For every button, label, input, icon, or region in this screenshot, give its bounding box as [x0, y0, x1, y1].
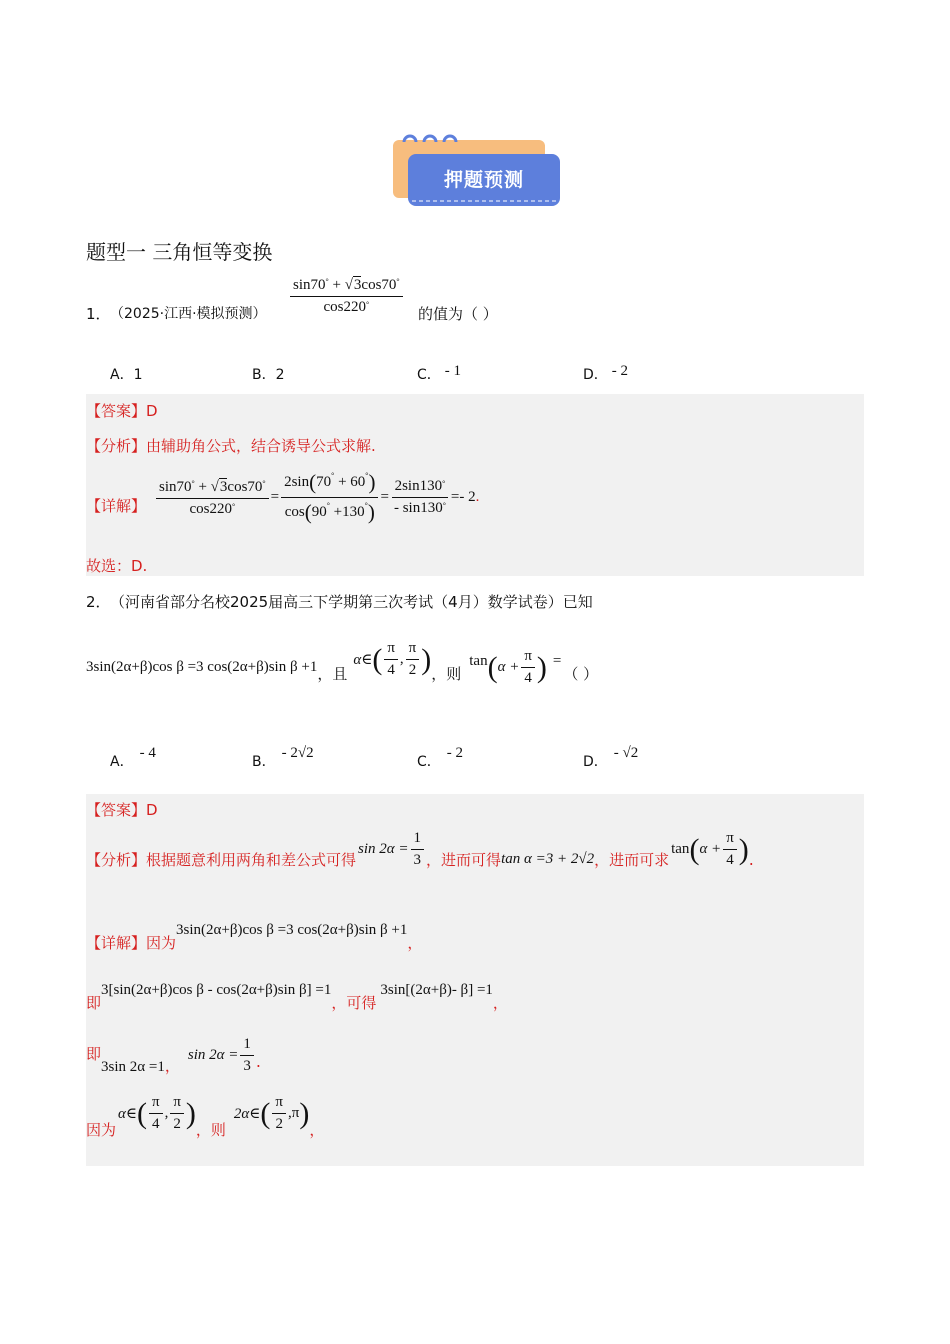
banner [390, 128, 562, 212]
q2-option-d[interactable]: D．- √2 [583, 745, 639, 770]
q2-option-a[interactable]: A．- 4 [110, 745, 156, 770]
section-title: 题型一 三角恒等变换 [86, 240, 273, 264]
q1-expression: $\frac{\sin 70^\circ + √3\cos 70^\circ}{\cos 220^\circ}$ [288, 276, 405, 316]
q1-number: 1． [86, 305, 111, 323]
q1-option-b[interactable]: B．2 [252, 367, 285, 383]
q2-option-c[interactable]: C．- 2 [417, 745, 464, 770]
q1-analysis: 【分析】由辅助角公式，结合诱导公式求解. [86, 437, 376, 455]
q2-number: 2． [86, 593, 111, 611]
q2-analysis: 【分析】 根据题意利用两角和差公式可得 sin 2α = $\frac{1}{3}$ ，进而可得 tan α =3 + 2√2 ，进而可求 tan ( α + $\frac{\pi}{4}$ ) . [86, 830, 754, 869]
banner-title: 押题预测 [443, 169, 524, 191]
q2-source: （河南省部分名校2025届高三下学期第三次考试（4月）数学试卷）已知 [110, 593, 593, 611]
q2-answer: 【答案】D [86, 801, 158, 819]
q1-option-d[interactable]: D． - 2 [583, 363, 629, 383]
q1-suffix: 的值为（ ） [418, 305, 498, 323]
q1-choice: 故选：D. [86, 557, 148, 575]
q1-option-c[interactable]: C． - 1 [417, 363, 462, 383]
q1-detail-derivation: $\frac{\sin 70^\circ + √3\cos 70^\circ}{\cos 220^\circ}$ = $\frac{2\sin(70^\circ + 60^\circ)}{\cos(90^\circ +130^\circ)}$ = $\frac{2\sin 130^\circ}{- \sin 130^\circ}$ =- 2 . [154, 470, 479, 525]
q2-detail-line2: 即3[sin(2α+β)cos β - cos(2α+β)sin β] =1，可得3sin[(2α+β)- β] =1， [86, 982, 508, 1012]
q1-detail-label: 【详解】 [86, 497, 147, 515]
q1-answer: 【答案】D [86, 402, 158, 420]
q2-option-b[interactable]: B．- 2√2 [252, 745, 314, 770]
q1-option-a[interactable]: A．1 [110, 367, 143, 383]
q1-source: （2025·江西·模拟预测） [110, 306, 267, 322]
q2-detail-line1: 【详解】因为3sin(2α+β)cos β =3 cos(2α+β)sin β +1， [86, 922, 423, 952]
q2-detail-line3: 即 3sin 2α =1 ， sin 2α = $\frac{1}{3}$ . [86, 1036, 261, 1075]
q2-detail-line4: 因为 α∈ ( $\frac{\pi}{4}$ , $\frac{\pi}{2}$ ) ，则 2α∈ ( $\frac{\pi}{2}$ , π ) ， [86, 1094, 325, 1139]
q2-condition: 3sin(2α+β)cos β =3 cos(2α+β)sin β +1 ，且 α∈ ( $\frac{\pi}{4}$ , $\frac{\pi}{2}$ ) ，则 tan ( α + $\frac{\pi}{4}$ ) = （ ） [86, 640, 599, 686]
